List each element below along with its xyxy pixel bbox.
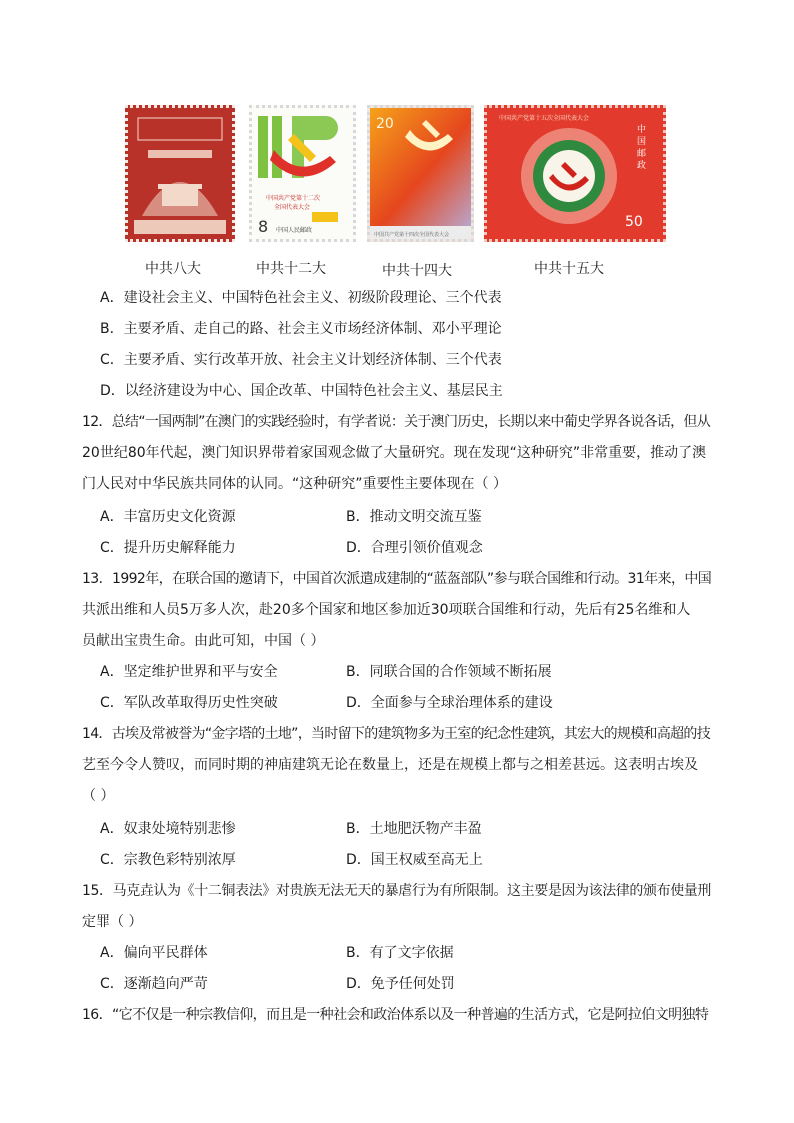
stamp-caption-15th: 中共十五大 [534,261,604,277]
stamp-14th-congress [367,105,474,242]
q13-stem-line-2: 共派出维和人员5万多人次，赴20多个国家和地区参加近30项联合国维和行动，先后有25名维和人 [82,602,691,618]
svg-text:全国代表大会: 全国代表大会 [274,204,311,211]
svg-text:中国人民邮政: 中国人民邮政 [276,227,313,234]
stamp-12th-congress [249,105,356,242]
q15-stem-line-2: 定罪（ ） [82,914,143,930]
stamp-caption-12th: 中共十二大 [256,261,326,277]
stamp-caption-8th: 中共八大 [145,261,201,277]
q13-option-d[interactable]: D．全面参与全球治理体系的建设 [346,695,553,711]
q14-option-a[interactable]: A．奴隶处境特别悲惨 [100,821,236,837]
svg-text:中国共产党第十五次全国代表大会: 中国共产党第十五次全国代表大会 [499,115,590,122]
q12-option-c[interactable]: C．提升历史解释能力 [100,540,236,556]
stamp-15th-congress-art [487,108,663,239]
svg-text:20: 20 [376,116,394,132]
q12-stem-line-1: 12．总结“一国两制”在澳门的实践经验时，有学者说：关于澳门历史，长期以来中葡史学界各说各话，但从 [82,414,711,430]
q14-option-d[interactable]: D．国王权威至高无上 [346,852,483,868]
q11-option-a[interactable]: A．建设社会主义、中国特色社会主义、初级阶段理论、三个代表 [100,290,502,306]
q15-option-a[interactable]: A．偏向平民群体 [100,945,208,961]
svg-text:中国共产党第十四次全国代表大会: 中国共产党第十四次全国代表大会 [374,232,450,238]
q12-option-a[interactable]: A．丰富历史文化资源 [100,509,236,525]
q15-option-d[interactable]: D．免予任何处罚 [346,976,455,992]
stamp-14th-congress-art [370,108,471,239]
q14-stem-line-2: 艺至今令人赞叹，而同时期的神庙建筑无论在数量上，还是在规模上都与之相差甚远。这表明古埃及 [82,757,698,773]
svg-text:8: 8 [258,217,269,236]
q15-option-b[interactable]: B．有了文字依据 [346,945,454,961]
stamp-15th-congress [484,105,666,242]
q12-option-d[interactable]: D．合理引领价值观念 [346,540,483,556]
q13-option-c[interactable]: C．军队改革取得历史性突破 [100,695,278,711]
q15-stem-line-1: 15．马克垚认为《十二铜表法》对贵族无法无天的暴虐行为有所限制。这主要是因为该法律的颁布使量刑 [82,883,712,899]
q11-option-d[interactable]: D．以经济建设为中心、国企改革、中国特色社会主义、基层民主 [100,383,503,399]
q16-stem-line-1: 16．“它不仅是一种宗教信仰，而且是一种社会和政治体系以及一种普遍的生活方式，它是阿拉伯文明独特 [82,1007,709,1023]
stamp-8th-congress-art [128,108,232,239]
svg-text:50: 50 [625,214,643,230]
q14-option-b[interactable]: B．土地肥沃物产丰盈 [346,821,482,837]
svg-text:国: 国 [637,137,647,147]
q12-stem-line-2: 20世纪80年代起，澳门知识界带着家国观念做了大量研究。现在发现“这种研究”非常重要，推动了澳 [82,445,707,461]
q13-stem-line-3: 员献出宝贵生命。由此可知，中国（ ） [82,633,325,649]
svg-text:政: 政 [637,161,647,171]
q15-option-c[interactable]: C．逐渐趋向严苛 [100,976,208,992]
svg-text:邮: 邮 [637,149,647,159]
q13-stem-line-1: 13．1992年，在联合国的邀请下，中国首次派遣成建制的“蓝盔部队”参与联合国维和行动。31年来，中国 [82,571,712,587]
stamp-caption-14th: 中共十四大 [382,263,452,279]
q13-option-a[interactable]: A．坚定维护世界和平与安全 [100,664,278,680]
stamp-8th-congress [125,105,235,242]
svg-text:中国共产党第十二次: 中国共产党第十二次 [266,195,321,202]
q12-stem-line-3: 门人民对中华民族共同体的认同。“这种研究”重要性主要体现在（ ） [82,476,507,492]
q13-option-b[interactable]: B．同联合国的合作领域不断拓展 [346,664,552,680]
q14-option-c[interactable]: C．宗教色彩特别浓厚 [100,852,236,868]
svg-text:中: 中 [637,125,647,135]
q12-option-b[interactable]: B．推动文明交流互鉴 [346,509,482,525]
q11-option-c[interactable]: C．主要矛盾、实行改革开放、社会主义计划经济体制、三个代表 [100,352,502,368]
q11-option-b[interactable]: B．主要矛盾、走自己的路、社会主义市场经济体制、邓小平理论 [100,321,502,337]
q14-stem-line-3: （ ） [82,788,115,804]
q14-stem-line-1: 14．古埃及常被誉为“金字塔的土地”，当时留下的建筑物多为王室的纪念性建筑，其宏大的规模和高超的技 [82,726,711,742]
stamp-12th-congress-art [252,108,353,239]
